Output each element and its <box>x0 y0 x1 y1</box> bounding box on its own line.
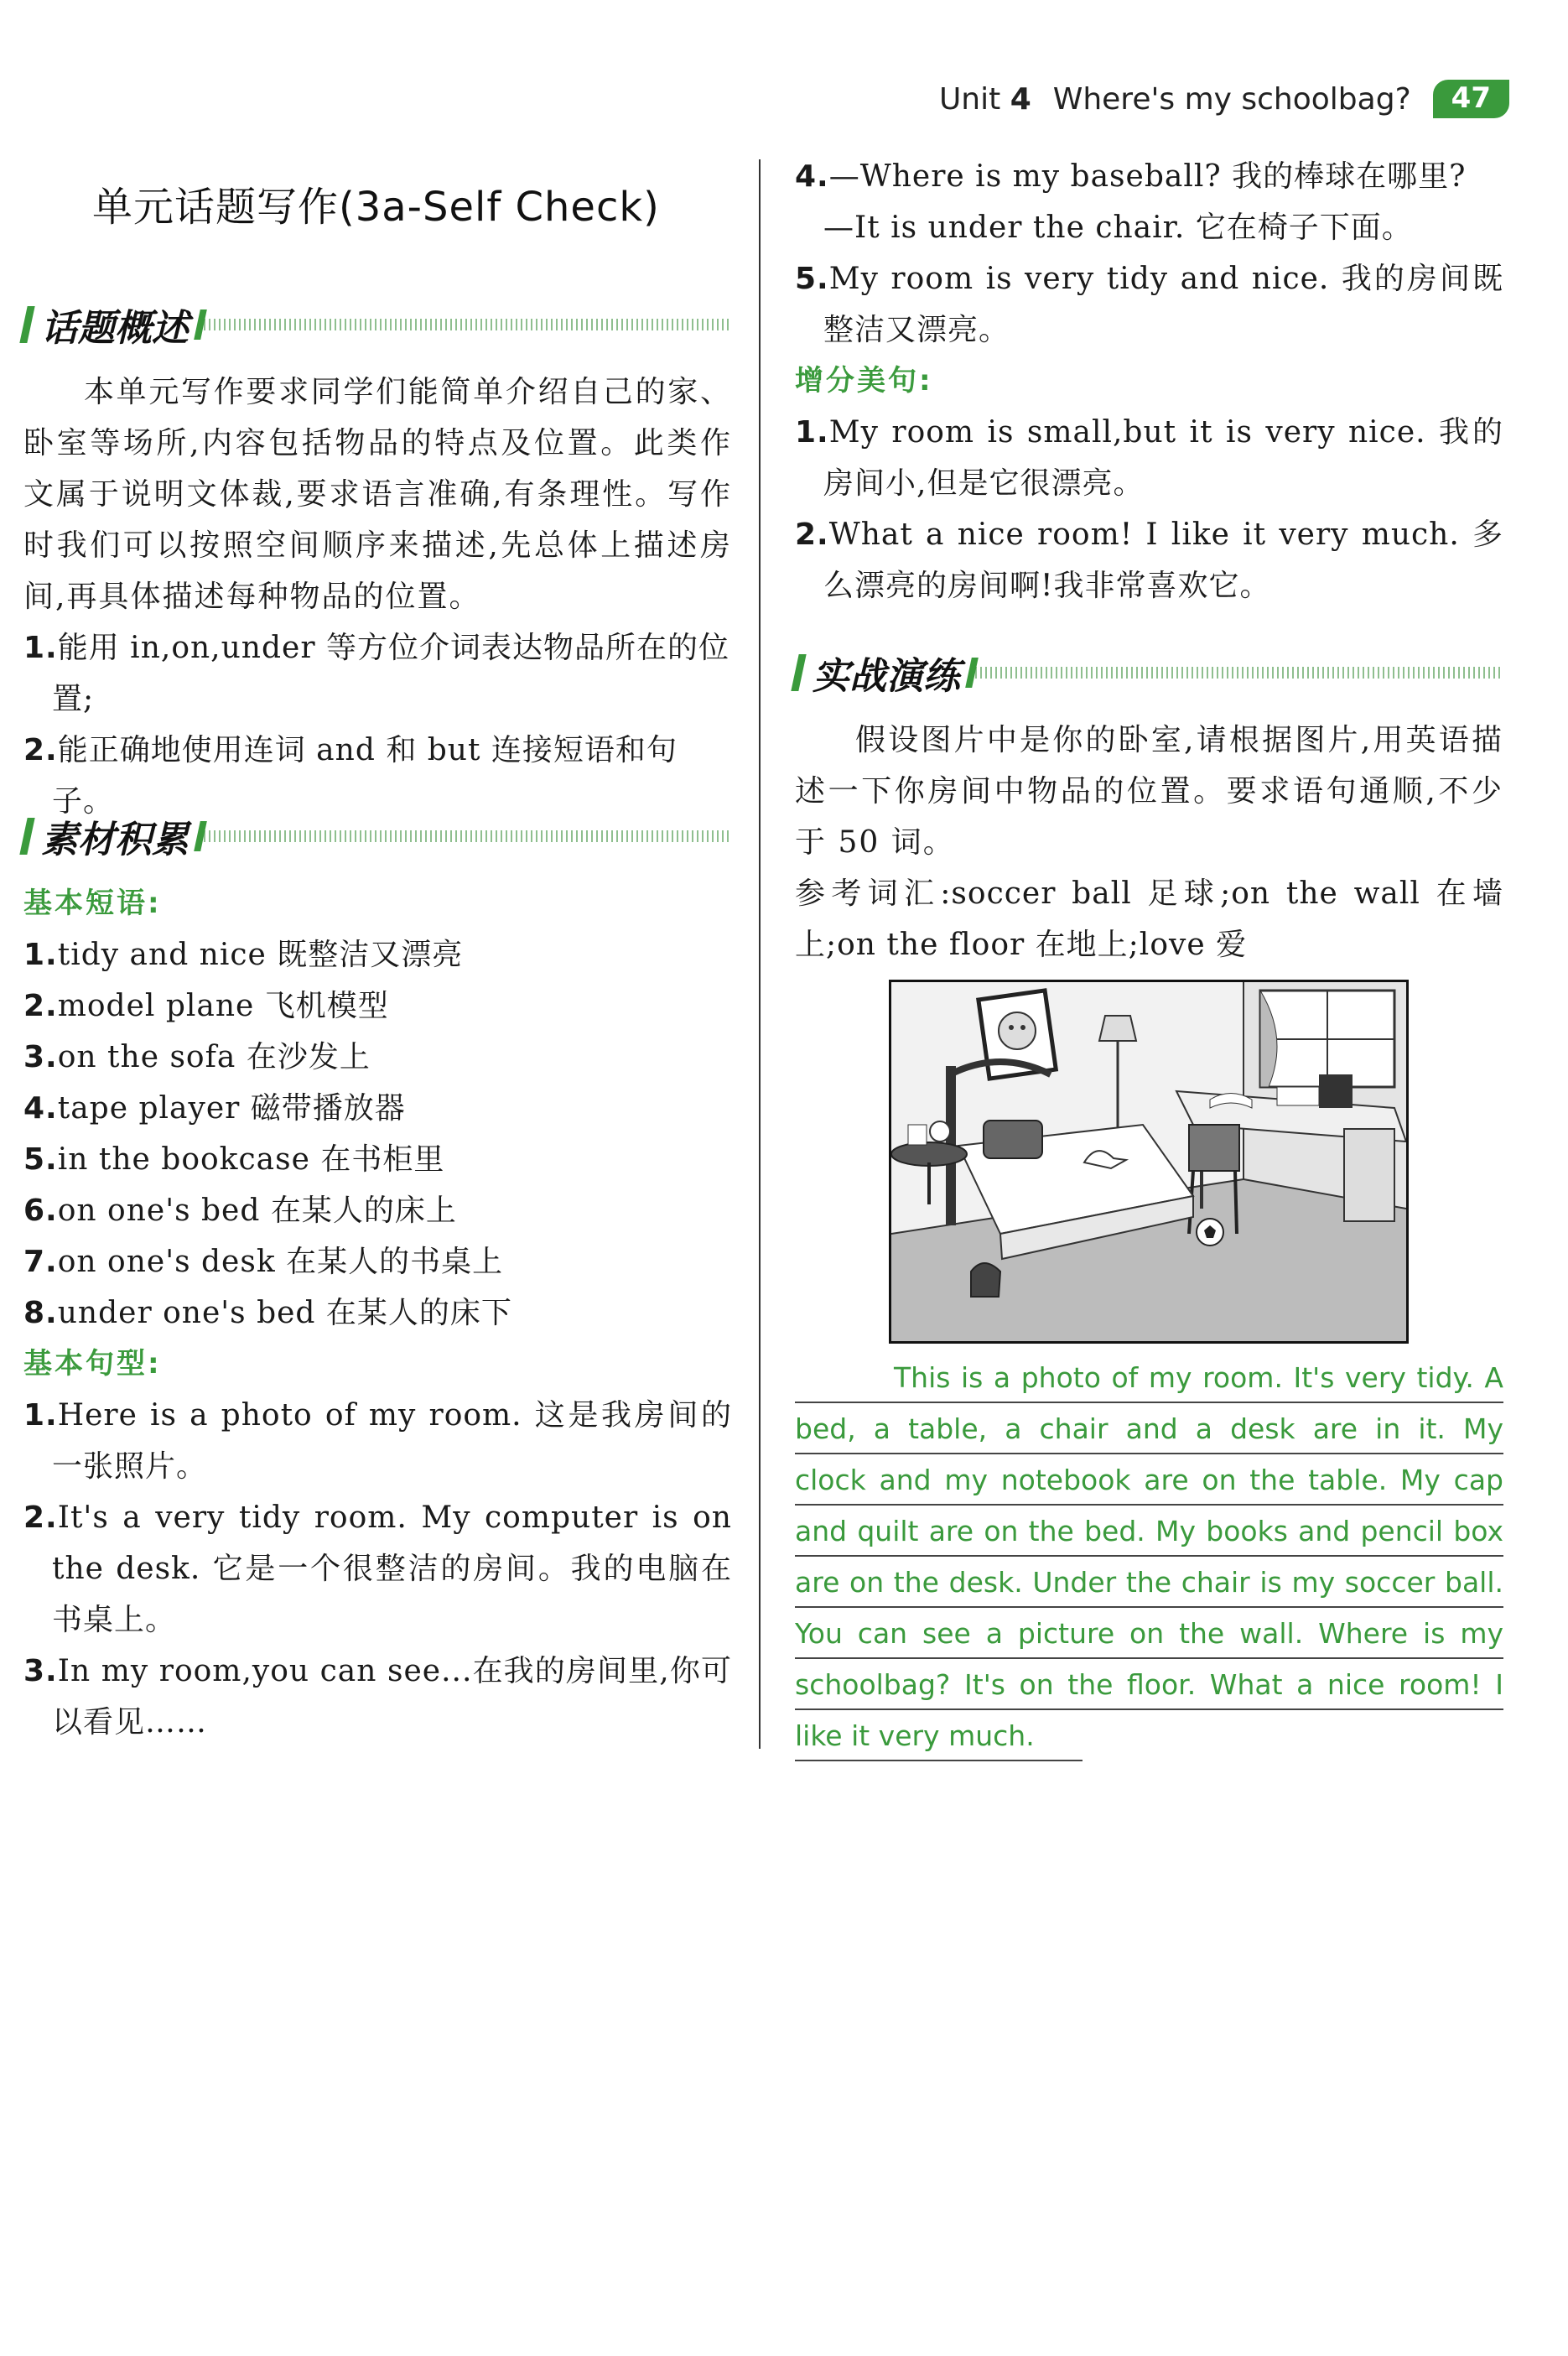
list-item-answer: —It is under the chair. 它在椅子下面。 <box>823 211 1413 245</box>
list-item: 8.under one's bed 在某人的床下 <box>23 1296 512 1330</box>
list-item: 1.My room is small,but it is very nice. 我的房间小,但是它很漂亮。 <box>795 415 1503 501</box>
heading-rule <box>204 830 732 842</box>
practice-vocab: 参考词汇:soccer ball 足球;on the wall 在墙上;on the floor 在地上;love 爱 <box>795 876 1503 962</box>
patterns-continued <box>795 151 1503 611</box>
bonus-label: 增分美句: <box>795 364 933 398</box>
list-item: 7.on one's desk 在某人的书桌上 <box>23 1245 504 1279</box>
list-item: 3.In my room,you can see...在我的房间里,你可以看见…… <box>23 1654 732 1740</box>
column-divider <box>759 159 761 1749</box>
unit-label: Unit 4 <box>938 81 1031 117</box>
list-item: 2.model plane 飞机模型 <box>23 989 389 1023</box>
section-title: 单元话题写作(3a-Self Check) <box>92 184 660 231</box>
materials-body <box>23 878 732 1748</box>
patterns-label: 基本句型: <box>23 1347 162 1381</box>
answer-line: like it very much. <box>795 1710 1083 1761</box>
answer-line: and quilt are on the bed. My books and pencil box <box>795 1506 1503 1557</box>
materials-heading-text: 素材积累 <box>41 819 189 861</box>
list-item: 4.tape player 磁带播放器 <box>23 1091 406 1126</box>
heading-rule <box>204 319 732 330</box>
list-item: 5.My room is very tidy and nice. 我的房间既整洁又漂亮。 <box>795 262 1503 347</box>
phrases-label: 基本短语: <box>23 887 162 920</box>
page-header <box>939 74 1509 124</box>
heading-rule <box>975 667 1503 679</box>
list-item: 2.What a nice room! I like it very much. 多么漂亮的房间啊!我非常喜欢它。 <box>795 517 1503 603</box>
practice-prompt: 假设图片中是你的卧室,请根据图片,用英语描述一下你房间中物品的位置。要求语句通顺,不少于 50 词。 <box>795 723 1503 860</box>
list-item: 4.—Where is my baseball? 我的棒球在哪里? <box>795 159 1467 194</box>
answer-line: bed, a table, a chair and a desk are in it. My <box>795 1403 1503 1454</box>
overview-heading <box>23 298 732 351</box>
list-item: 1.能用 in,on,under 等方位介词表达物品所在的位置; <box>23 631 729 716</box>
list-item: 3.on the sofa 在沙发上 <box>23 1040 371 1074</box>
unit-title: Where's my schoolbag? <box>1052 81 1411 117</box>
materials-heading <box>23 809 732 863</box>
list-item: 6.on one's bed 在某人的床上 <box>23 1194 457 1228</box>
page-number: 47 <box>1433 80 1509 118</box>
list-item: 2.能正确地使用连词 and 和 but 连接短语和句子。 <box>23 733 678 819</box>
bedroom-illustration <box>889 980 1409 1344</box>
list-item: 1.Here is a photo of my room. 这是我房间的一张照片。 <box>23 1398 732 1484</box>
overview-paragraph: 本单元写作要求同学们能简单介绍自己的家、卧室等场所,内容包括物品的特点及位置。此类作文属于说明文体裁,要求语言准确,有条理性。写作时我们可以按照空间顺序来描述,先总体上描述房间,再具体描述每种物品的位置。 <box>23 375 732 614</box>
practice-heading-text: 实战演练 <box>813 655 960 698</box>
list-item: 5.in the bookcase 在书柜里 <box>23 1142 445 1177</box>
answer-line: are on the desk. Under the chair is my soccer ball. <box>795 1557 1503 1608</box>
list-item: 1.tidy and nice 既整洁又漂亮 <box>23 938 464 972</box>
list-item: 2.It's a very tidy room. My computer is on the desk. 它是一个很整洁的房间。我的电脑在书桌上。 <box>23 1500 732 1637</box>
answer-line: You can see a picture on the wall. Where is my <box>795 1608 1503 1659</box>
answer-line: This is a photo of my room. It's very tidy. A <box>795 1352 1503 1403</box>
answer-line: schoolbag? It's on the floor. What a nice room! I <box>795 1659 1503 1710</box>
sample-answer <box>795 1352 1503 1761</box>
practice-heading <box>795 646 1503 700</box>
overview-heading-text: 话题概述 <box>41 307 189 350</box>
overview-body <box>23 367 732 827</box>
answer-line: clock and my notebook are on the table. My cap <box>795 1454 1503 1506</box>
practice-body <box>795 715 1503 970</box>
